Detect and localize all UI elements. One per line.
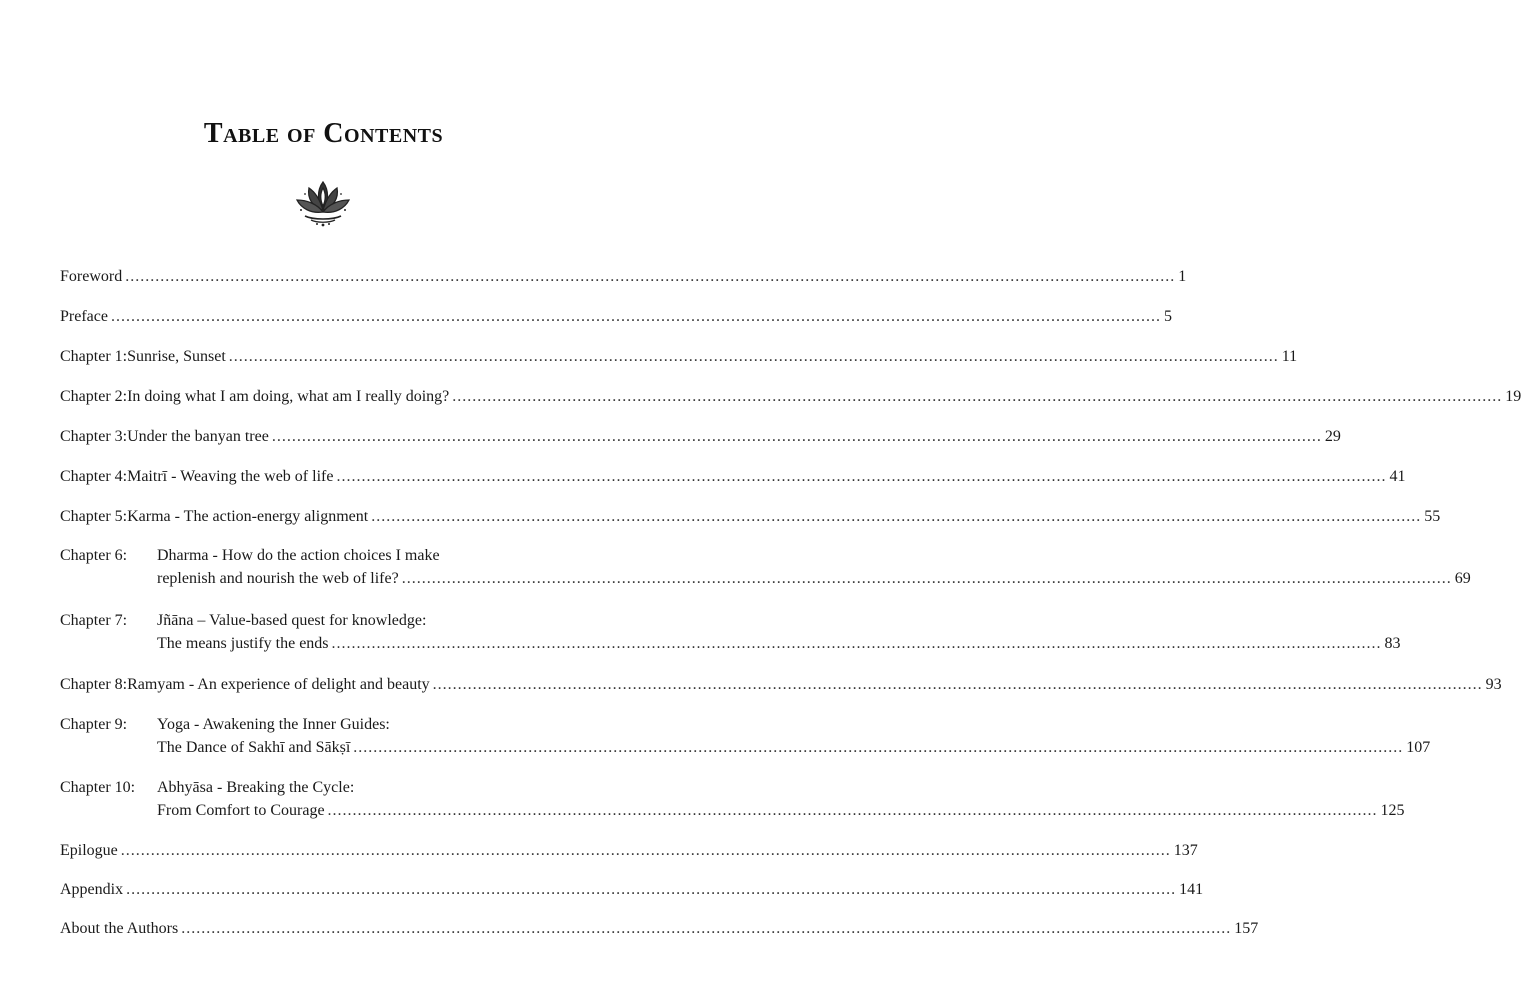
dot-leader <box>402 569 1452 589</box>
page-number: 125 <box>1380 802 1405 819</box>
entry-label: Foreword <box>60 268 123 285</box>
page-number: 69 <box>1454 570 1471 587</box>
dot-leader <box>121 841 1171 861</box>
chapter-number: Chapter 7: <box>60 612 128 629</box>
chapter-number: Chapter 8: <box>60 676 128 693</box>
chapter-number: Chapter 6: <box>60 547 128 564</box>
dot-leader <box>111 307 1161 327</box>
lotus-icon <box>293 178 353 228</box>
chapter-number: Chapter 5: <box>60 508 128 525</box>
toc-entry-chapter-2[interactable] <box>60 387 1521 407</box>
entry-label: Appendix <box>60 881 124 898</box>
page-number: 93 <box>1485 676 1502 693</box>
page-number: 83 <box>1384 635 1401 652</box>
chapter-title: Jñāna – Value-based quest for knowledge: <box>157 612 427 629</box>
toc-entry-preface[interactable] <box>60 307 1172 327</box>
chapter-title: Sunrise, Sunset <box>127 348 226 365</box>
chapter-number: Chapter 9: <box>60 716 128 733</box>
page-number: 55 <box>1424 508 1441 525</box>
toc-entry-appendix[interactable] <box>60 880 1204 900</box>
chapter-number: Chapter 10: <box>60 779 136 796</box>
entry-label: Preface <box>60 308 108 325</box>
dot-leader <box>452 387 1502 407</box>
page-number: 141 <box>1179 881 1204 898</box>
chapter-title: Karma - The action-energy alignment <box>127 508 369 525</box>
entry-label: About the Authors <box>60 920 179 937</box>
dot-leader <box>126 880 1176 900</box>
dot-leader <box>332 634 1382 654</box>
toc-entry-foreword[interactable] <box>60 267 1187 287</box>
toc-entry-chapter-4[interactable] <box>60 467 1406 487</box>
dot-leader <box>272 427 1322 447</box>
toc-entry-chapter-7[interactable] <box>60 611 1401 654</box>
chapter-title: Maitrī - Weaving the web of life <box>127 468 334 485</box>
chapter-title: Ramyam - An experience of delight and beauty <box>127 676 430 693</box>
chapter-title: Yoga - Awakening the Inner Guides: <box>157 716 390 733</box>
chapter-title-continued: replenish and nourish the web of life? <box>157 570 399 587</box>
dot-leader <box>336 467 1386 487</box>
chapter-number: Chapter 4: <box>60 468 128 485</box>
page-title: Table of Contents <box>203 118 444 149</box>
toc-entry-chapter-9[interactable] <box>60 715 1431 758</box>
chapter-title-continued: The means justify the ends <box>157 635 329 652</box>
dot-leader <box>229 347 1279 367</box>
chapter-number: Chapter 1: <box>60 348 128 365</box>
chapter-title-continued: From Comfort to Courage <box>157 802 325 819</box>
toc-entry-chapter-6[interactable] <box>60 546 1471 589</box>
page-number: 41 <box>1389 468 1406 485</box>
page-number: 107 <box>1406 739 1431 756</box>
dot-leader <box>181 919 1231 939</box>
chapter-title: Abhyāsa - Breaking the Cycle: <box>157 779 355 796</box>
entry-label: Epilogue <box>60 842 118 859</box>
chapter-title: Dharma - How do the action choices I make <box>157 547 440 564</box>
toc-entry-epilogue[interactable] <box>60 841 1198 861</box>
toc-entry-chapter-5[interactable] <box>60 507 1441 527</box>
page-number: 19 <box>1505 388 1521 405</box>
chapter-title: Under the banyan tree <box>127 428 269 445</box>
toc-entry-chapter-3[interactable] <box>60 427 1341 447</box>
dot-leader <box>353 738 1403 758</box>
page-number: 157 <box>1234 920 1259 937</box>
chapter-number: Chapter 3: <box>60 428 128 445</box>
page-number: 1 <box>1178 268 1187 285</box>
dot-leader <box>433 675 1483 695</box>
toc-entry-chapter-8[interactable] <box>60 675 1502 695</box>
dot-leader <box>328 801 1378 821</box>
page-number: 29 <box>1324 428 1341 445</box>
page-number: 11 <box>1281 348 1298 365</box>
toc-entry-chapter-1[interactable] <box>60 347 1298 367</box>
chapter-title: In doing what I am doing, what am I really doing? <box>127 388 450 405</box>
dot-leader <box>125 267 1175 287</box>
chapter-title-continued: The Dance of Sakhī and Sākṣī <box>157 739 351 756</box>
page-number: 137 <box>1173 842 1198 859</box>
toc-entry-about-the-authors[interactable] <box>60 919 1259 939</box>
dot-leader <box>371 507 1421 527</box>
chapter-number: Chapter 2: <box>60 388 128 405</box>
toc-entry-chapter-10[interactable] <box>60 778 1405 821</box>
page-number: 5 <box>1163 308 1172 325</box>
